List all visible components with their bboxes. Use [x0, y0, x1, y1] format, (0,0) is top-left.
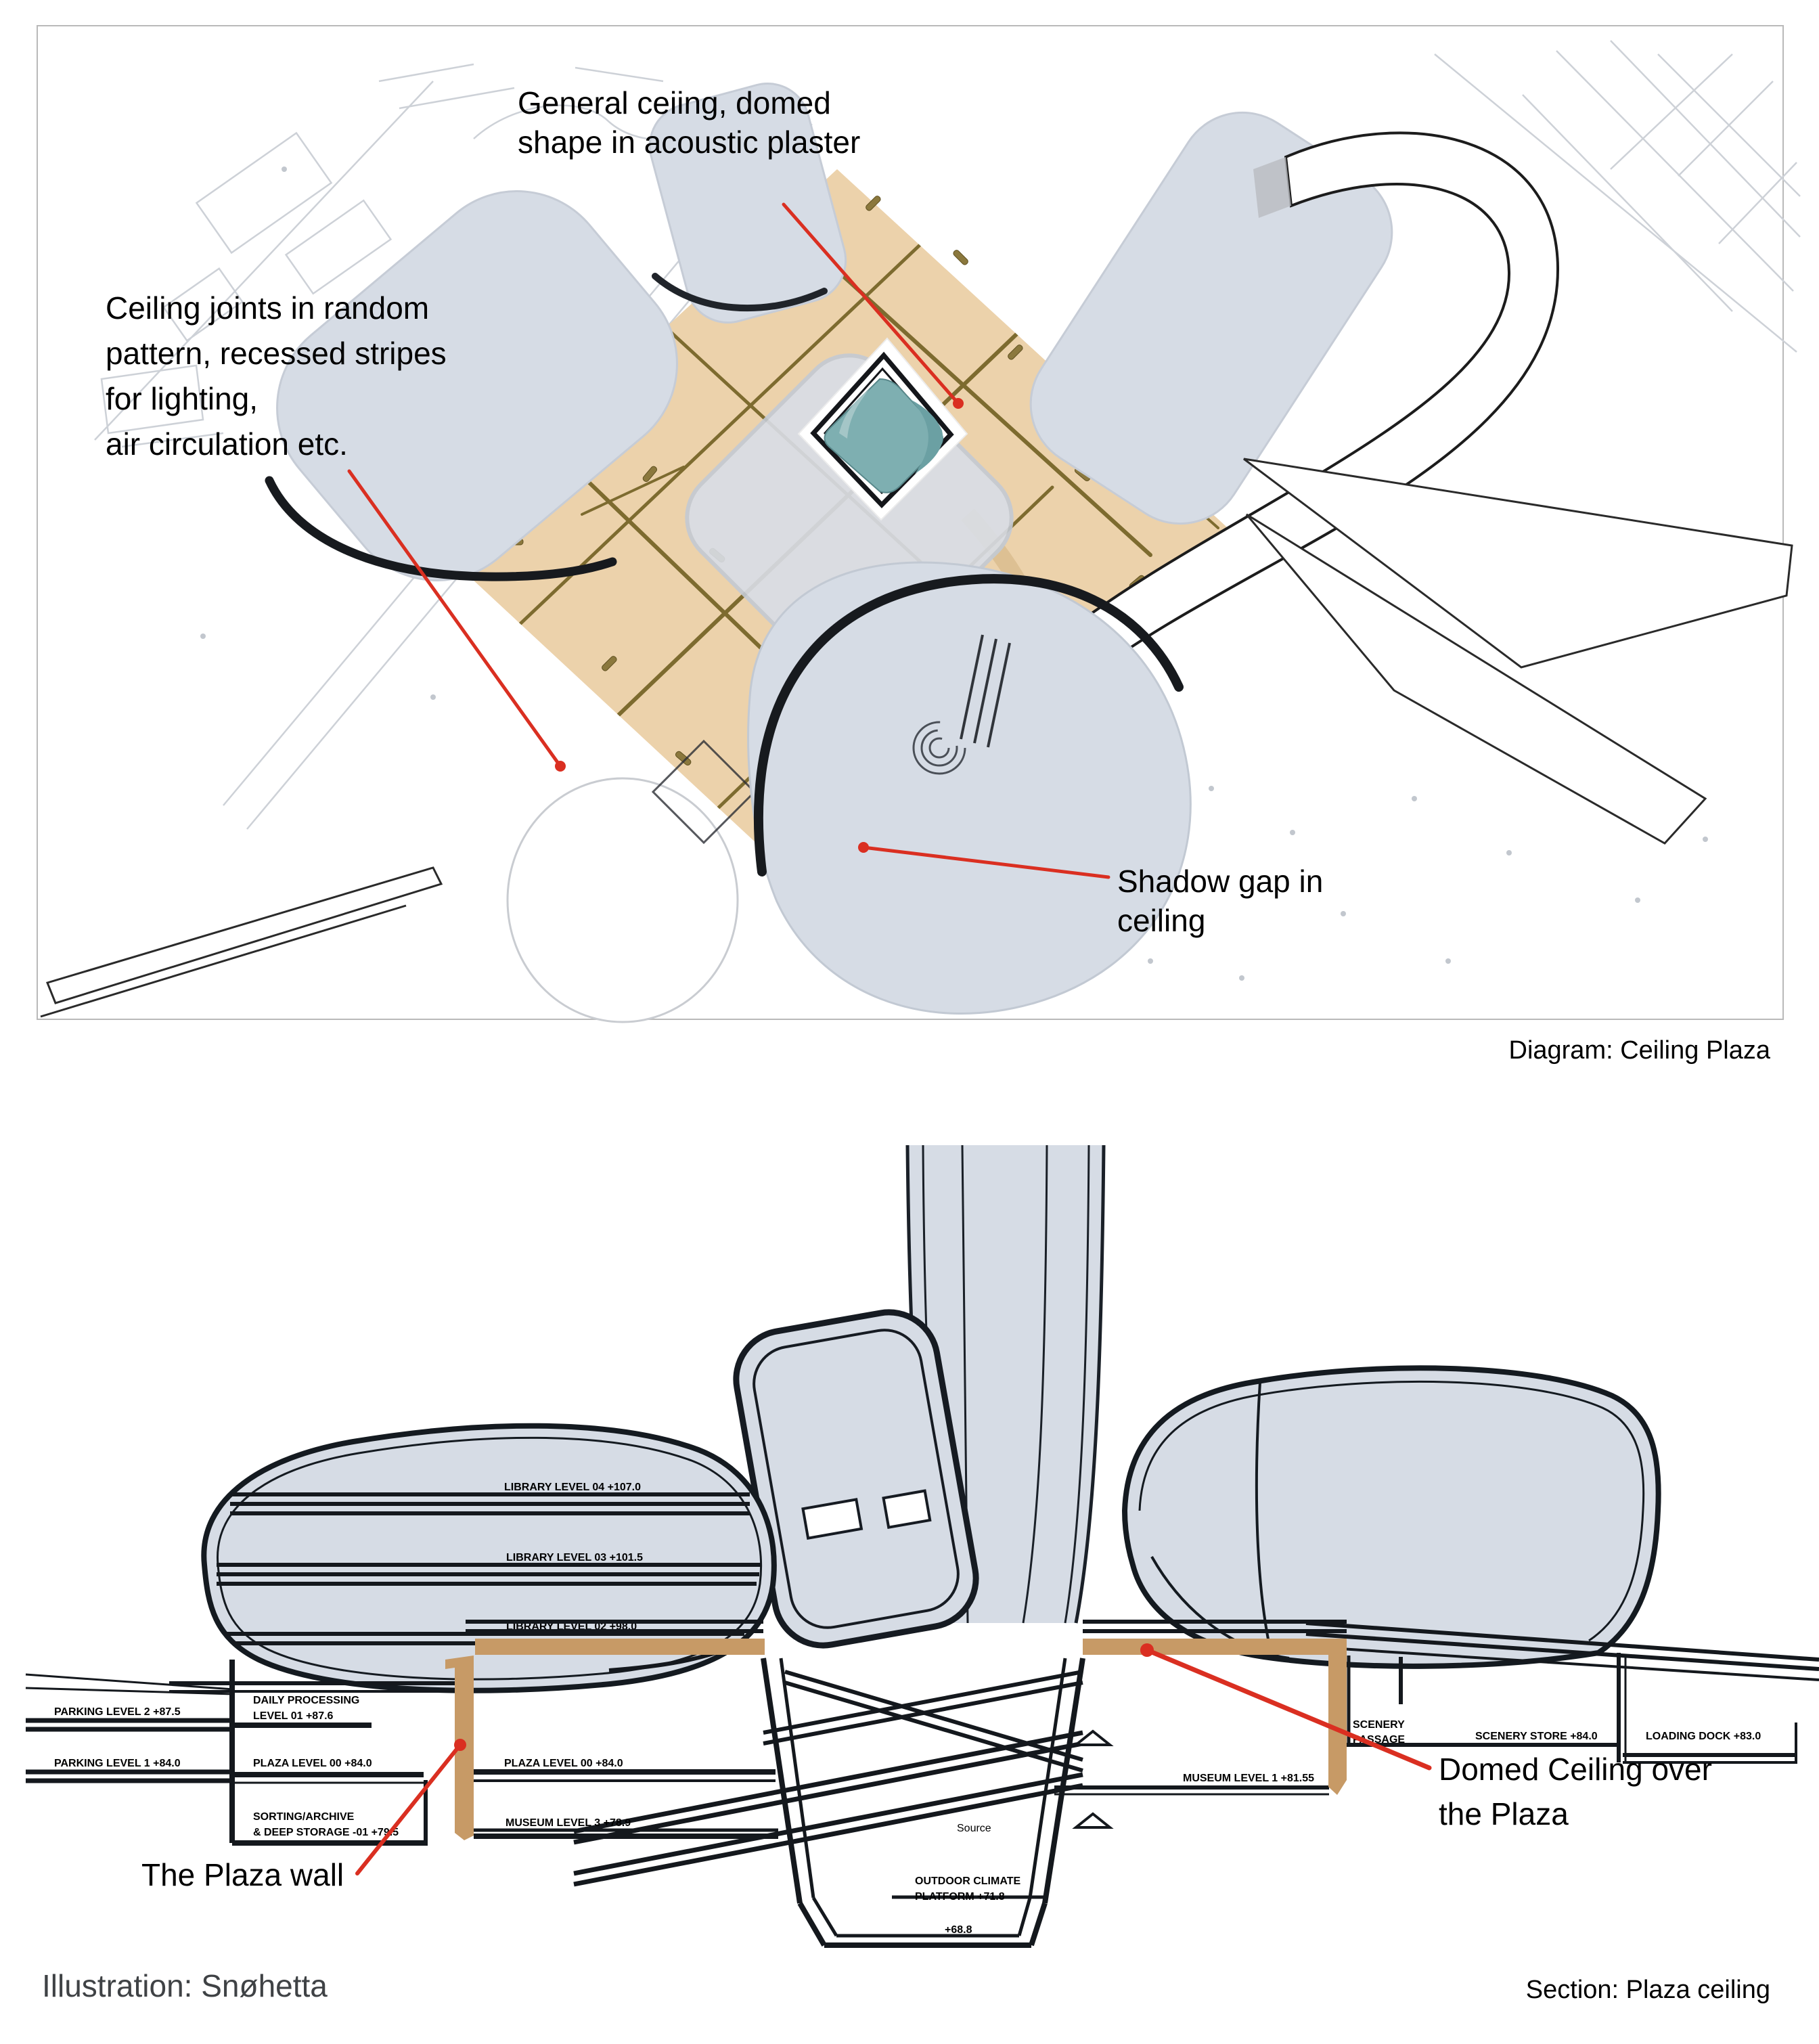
pit-platform	[800, 1897, 1048, 1945]
annotation-joints-line3: for lighting,	[106, 381, 259, 416]
label-sorting-line2: & DEEP STORAGE -01 +79.5	[253, 1827, 399, 1838]
plaza-section-drawing	[26, 1145, 1819, 2004]
volume-blob-white	[508, 778, 738, 1022]
illustration-credit: Illustration: Snøhetta	[42, 1968, 328, 2003]
label-museum3: MUSEUM LEVEL 3 +78.9	[506, 1817, 631, 1829]
label-library-level2: LIBRARY LEVEL 02 +98.0	[506, 1621, 637, 1632]
label-library-level4: LIBRARY LEVEL 04 +107.0	[504, 1482, 642, 1493]
annotation-plaza-wall: The Plaza wall	[141, 1857, 344, 1892]
pointer-plaza-wall	[357, 1745, 460, 1873]
domed-ceiling-band-right	[1083, 1639, 1329, 1655]
annotation-shadow-line1: Shadow gap in	[1117, 864, 1324, 899]
diagram-caption: Diagram: Ceiling Plaza	[1508, 1036, 1770, 1065]
section-caption: Section: Plaza ceiling	[1525, 1976, 1770, 2004]
annotation-domed-line2: the Plaza	[1439, 1796, 1569, 1831]
annotation-general-line2: shape in acoustic plaster	[518, 125, 861, 160]
label-parking1: PARKING LEVEL 1 +84.0	[54, 1758, 181, 1769]
label-sorting-line1: SORTING/ARCHIVE	[253, 1811, 355, 1823]
pit-ramp-lines	[574, 1672, 1083, 1884]
label-scenery-store: SCENERY STORE +84.0	[1475, 1731, 1598, 1742]
annotation-joints-line2: pattern, recessed stripes	[106, 336, 447, 371]
label-plaza-mid: PLAZA LEVEL 00 +84.0	[504, 1758, 623, 1769]
label-scenery-passage-line1: SCENERY	[1353, 1719, 1405, 1731]
label-plaza-left: PLAZA LEVEL 00 +84.0	[253, 1758, 372, 1769]
pit-arrows	[1076, 1731, 1110, 1827]
label-outdoor-line1: OUTDOOR CLIMATE	[915, 1875, 1021, 1887]
ceiling-plaza-diagram	[37, 26, 1800, 1065]
label-daily-line2: LEVEL 01 +87.6	[253, 1710, 334, 1722]
annotation-joints-line4: air circulation etc.	[106, 426, 348, 462]
label-bottom-level: +68.8	[945, 1924, 972, 1936]
annotation-domed-line1: Domed Ceiling over	[1439, 1752, 1712, 1787]
plaza-pit-walls	[763, 1658, 1083, 1903]
label-outdoor-line2: PLATFORM +71.8	[915, 1891, 1005, 1903]
label-source: Source	[957, 1823, 991, 1834]
label-loading-dock: LOADING DOCK +83.0	[1646, 1731, 1761, 1742]
label-museum1: MUSEUM LEVEL 1 +81.55	[1183, 1773, 1314, 1784]
plaza-wall-right	[1328, 1639, 1347, 1795]
label-daily-line1: DAILY PROCESSING	[253, 1695, 360, 1706]
label-parking2: PARKING LEVEL 2 +87.5	[54, 1706, 181, 1718]
label-scenery-passage-line2: PASSAGE	[1353, 1734, 1406, 1746]
domed-ceiling-band-left	[475, 1639, 765, 1655]
annotation-general-line1: General ceiing, domed	[518, 85, 831, 120]
annotation-shadow-line2: ceiling	[1117, 903, 1206, 938]
label-library-level3: LIBRARY LEVEL 03 +101.5	[506, 1552, 644, 1563]
annotation-joints-line1: Ceiling joints in random	[106, 290, 430, 326]
